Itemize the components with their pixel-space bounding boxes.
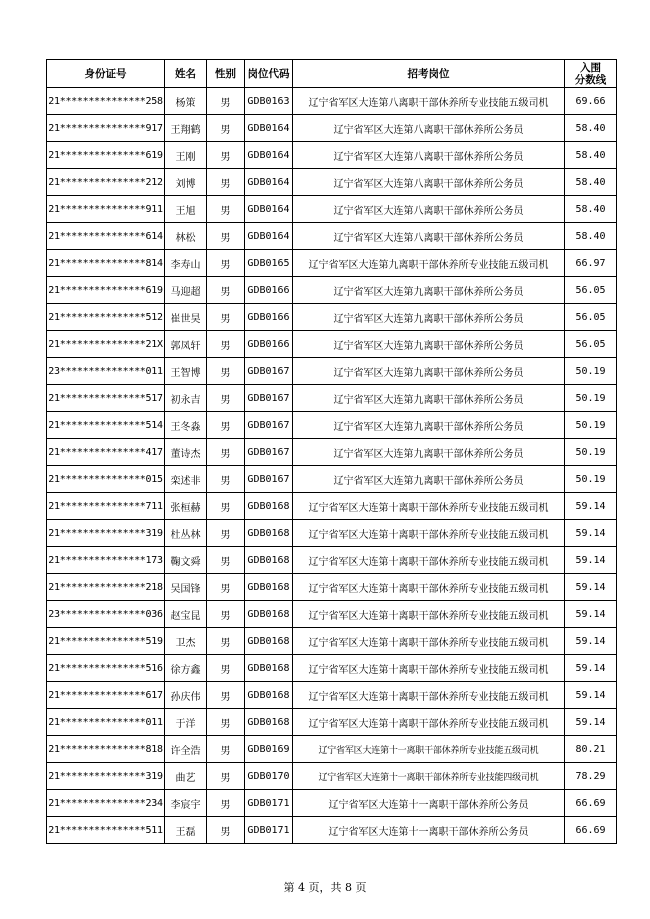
gender-cell: 男 <box>207 358 245 385</box>
gender-cell: 男 <box>207 709 245 736</box>
post-cell: 辽宁省军区大连第十离职干部休养所专业技能五级司机 <box>293 628 565 655</box>
score-cell: 59.14 <box>565 628 617 655</box>
code-cell: GDB0164 <box>245 196 293 223</box>
gender-cell: 男 <box>207 736 245 763</box>
header-post: 招考岗位 <box>293 60 565 88</box>
post-cell: 辽宁省军区大连第八离职干部休养所公务员 <box>293 142 565 169</box>
code-cell: GDB0170 <box>245 763 293 790</box>
code-cell: GDB0164 <box>245 169 293 196</box>
id-cell: 23***************011 <box>47 358 165 385</box>
post-cell: 辽宁省军区大连第十一离职干部休养所公务员 <box>293 817 565 844</box>
page-footer: 第 4 页，共 8 页 <box>283 881 367 894</box>
code-cell: GDB0169 <box>245 736 293 763</box>
post-cell: 辽宁省军区大连第九离职干部休养所公务员 <box>293 439 565 466</box>
id-cell: 21***************011 <box>47 709 165 736</box>
id-cell: 21***************519 <box>47 628 165 655</box>
header-score <box>565 60 617 88</box>
id-cell: 21***************619 <box>47 277 165 304</box>
header-score-line1: 入围 <box>580 61 601 74</box>
name-cell: 孙庆伟 <box>165 682 207 709</box>
name-cell: 刘博 <box>165 169 207 196</box>
name-cell: 杜丛林 <box>165 520 207 547</box>
header-code: 岗位代码 <box>245 60 293 88</box>
score-cell: 78.29 <box>565 763 617 790</box>
code-cell: GDB0168 <box>245 682 293 709</box>
score-cell: 59.14 <box>565 574 617 601</box>
gender-cell: 男 <box>207 142 245 169</box>
post-cell: 辽宁省军区大连第八离职干部休养所专业技能五级司机 <box>293 88 565 115</box>
gender-cell: 男 <box>207 655 245 682</box>
gender-cell: 男 <box>207 520 245 547</box>
name-cell: 李寿山 <box>165 250 207 277</box>
candidate-table <box>46 59 617 844</box>
table-row <box>47 493 617 520</box>
id-cell: 21***************319 <box>47 520 165 547</box>
table-row <box>47 817 617 844</box>
name-cell: 杨策 <box>165 88 207 115</box>
gender-cell: 男 <box>207 412 245 439</box>
score-cell: 56.05 <box>565 304 617 331</box>
gender-cell: 男 <box>207 385 245 412</box>
score-cell: 58.40 <box>565 142 617 169</box>
gender-cell: 男 <box>207 682 245 709</box>
gender-cell: 男 <box>207 439 245 466</box>
name-cell: 郭凤轩 <box>165 331 207 358</box>
table-row <box>47 736 617 763</box>
id-cell: 21***************234 <box>47 790 165 817</box>
code-cell: GDB0166 <box>245 331 293 358</box>
name-cell: 王旭 <box>165 196 207 223</box>
id-cell: 21***************417 <box>47 439 165 466</box>
gender-cell: 男 <box>207 223 245 250</box>
table-row <box>47 520 617 547</box>
post-cell: 辽宁省军区大连第十离职干部休养所专业技能五级司机 <box>293 709 565 736</box>
score-cell: 80.21 <box>565 736 617 763</box>
name-cell: 李宸宇 <box>165 790 207 817</box>
id-cell: 21***************212 <box>47 169 165 196</box>
id-cell: 21***************173 <box>47 547 165 574</box>
score-cell: 66.69 <box>565 790 617 817</box>
name-cell: 王磊 <box>165 817 207 844</box>
id-cell: 21***************619 <box>47 142 165 169</box>
post-cell: 辽宁省军区大连第十离职干部休养所专业技能五级司机 <box>293 682 565 709</box>
score-cell: 59.14 <box>565 601 617 628</box>
gender-cell: 男 <box>207 466 245 493</box>
name-cell: 于洋 <box>165 709 207 736</box>
post-cell: 辽宁省军区大连第十离职干部休养所专业技能五级司机 <box>293 520 565 547</box>
code-cell: GDB0168 <box>245 628 293 655</box>
post-cell: 辽宁省军区大连第八离职干部休养所公务员 <box>293 223 565 250</box>
name-cell: 马迎超 <box>165 277 207 304</box>
code-cell: GDB0171 <box>245 790 293 817</box>
code-cell: GDB0167 <box>245 412 293 439</box>
table-row <box>47 250 617 277</box>
code-cell: GDB0167 <box>245 466 293 493</box>
score-cell: 50.19 <box>565 439 617 466</box>
post-cell: 辽宁省军区大连第十离职干部休养所专业技能五级司机 <box>293 493 565 520</box>
code-cell: GDB0171 <box>245 817 293 844</box>
code-cell: GDB0164 <box>245 223 293 250</box>
score-cell: 59.14 <box>565 655 617 682</box>
id-cell: 21***************517 <box>47 385 165 412</box>
gender-cell: 男 <box>207 250 245 277</box>
post-cell: 辽宁省军区大连第八离职干部休养所公务员 <box>293 169 565 196</box>
score-cell: 56.05 <box>565 277 617 304</box>
post-cell: 辽宁省军区大连第十离职干部休养所专业技能五级司机 <box>293 547 565 574</box>
name-cell: 卫杰 <box>165 628 207 655</box>
table-body <box>47 88 617 844</box>
table-row <box>47 466 617 493</box>
code-cell: GDB0166 <box>245 277 293 304</box>
post-cell: 辽宁省军区大连第九离职干部休养所专业技能五级司机 <box>293 250 565 277</box>
id-cell: 21***************015 <box>47 466 165 493</box>
table-row <box>47 547 617 574</box>
gender-cell: 男 <box>207 574 245 601</box>
code-cell: GDB0168 <box>245 574 293 601</box>
score-cell: 56.05 <box>565 331 617 358</box>
score-cell: 59.14 <box>565 547 617 574</box>
table-row <box>47 763 617 790</box>
post-cell: 辽宁省军区大连第九离职干部休养所公务员 <box>293 277 565 304</box>
post-cell: 辽宁省军区大连第十一离职干部休养所公务员 <box>293 790 565 817</box>
post-cell: 辽宁省军区大连第十一离职干部休养所专业技能四级司机 <box>293 763 565 790</box>
score-cell: 69.66 <box>565 88 617 115</box>
gender-cell: 男 <box>207 304 245 331</box>
table-row <box>47 709 617 736</box>
id-cell: 21***************818 <box>47 736 165 763</box>
table-row <box>47 682 617 709</box>
gender-cell: 男 <box>207 196 245 223</box>
gender-cell: 男 <box>207 88 245 115</box>
table-row <box>47 142 617 169</box>
name-cell: 赵宝昆 <box>165 601 207 628</box>
name-cell: 曲艺 <box>165 763 207 790</box>
name-cell: 董诗杰 <box>165 439 207 466</box>
id-cell: 21***************218 <box>47 574 165 601</box>
id-cell: 21***************511 <box>47 817 165 844</box>
table-row <box>47 655 617 682</box>
gender-cell: 男 <box>207 763 245 790</box>
name-cell: 栾述非 <box>165 466 207 493</box>
header-name: 姓名 <box>165 60 207 88</box>
post-cell: 辽宁省军区大连第十一离职干部休养所专业技能五级司机 <box>293 736 565 763</box>
header-id: 身份证号 <box>47 60 165 88</box>
code-cell: GDB0167 <box>245 358 293 385</box>
post-cell: 辽宁省军区大连第十离职干部休养所专业技能五级司机 <box>293 574 565 601</box>
id-cell: 23***************036 <box>47 601 165 628</box>
code-cell: GDB0167 <box>245 385 293 412</box>
score-cell: 58.40 <box>565 196 617 223</box>
post-cell: 辽宁省军区大连第十离职干部休养所专业技能五级司机 <box>293 655 565 682</box>
name-cell: 崔世昊 <box>165 304 207 331</box>
gender-cell: 男 <box>207 817 245 844</box>
name-cell: 王冬淼 <box>165 412 207 439</box>
name-cell: 林松 <box>165 223 207 250</box>
score-cell: 66.97 <box>565 250 617 277</box>
post-cell: 辽宁省军区大连第八离职干部休养所公务员 <box>293 196 565 223</box>
score-cell: 59.14 <box>565 520 617 547</box>
gender-cell: 男 <box>207 277 245 304</box>
gender-cell: 男 <box>207 169 245 196</box>
score-cell: 50.19 <box>565 466 617 493</box>
code-cell: GDB0168 <box>245 547 293 574</box>
id-cell: 21***************917 <box>47 115 165 142</box>
gender-cell: 男 <box>207 331 245 358</box>
code-cell: GDB0168 <box>245 493 293 520</box>
name-cell: 王智博 <box>165 358 207 385</box>
post-cell: 辽宁省军区大连第八离职干部休养所公务员 <box>293 115 565 142</box>
table-row <box>47 412 617 439</box>
code-cell: GDB0164 <box>245 142 293 169</box>
score-cell: 50.19 <box>565 385 617 412</box>
score-cell: 59.14 <box>565 709 617 736</box>
table-row <box>47 439 617 466</box>
code-cell: GDB0168 <box>245 709 293 736</box>
code-cell: GDB0168 <box>245 655 293 682</box>
id-cell: 21***************911 <box>47 196 165 223</box>
score-cell: 58.40 <box>565 223 617 250</box>
table-row <box>47 304 617 331</box>
name-cell: 初永吉 <box>165 385 207 412</box>
table-row <box>47 601 617 628</box>
score-cell: 50.19 <box>565 358 617 385</box>
gender-cell: 男 <box>207 601 245 628</box>
id-cell: 21***************512 <box>47 304 165 331</box>
code-cell: GDB0167 <box>245 439 293 466</box>
score-cell: 58.40 <box>565 169 617 196</box>
table-row <box>47 574 617 601</box>
code-cell: GDB0168 <box>245 601 293 628</box>
id-cell: 21***************814 <box>47 250 165 277</box>
score-cell: 66.69 <box>565 817 617 844</box>
table-row <box>47 628 617 655</box>
score-cell: 59.14 <box>565 682 617 709</box>
table-row <box>47 223 617 250</box>
score-cell: 58.40 <box>565 115 617 142</box>
table-row <box>47 169 617 196</box>
table-header-row <box>47 60 617 88</box>
name-cell: 鞠文舜 <box>165 547 207 574</box>
post-cell: 辽宁省军区大连第九离职干部休养所公务员 <box>293 304 565 331</box>
id-cell: 21***************319 <box>47 763 165 790</box>
id-cell: 21***************21X <box>47 331 165 358</box>
post-cell: 辽宁省军区大连第九离职干部休养所公务员 <box>293 412 565 439</box>
gender-cell: 男 <box>207 790 245 817</box>
post-cell: 辽宁省军区大连第九离职干部休养所公务员 <box>293 331 565 358</box>
code-cell: GDB0166 <box>245 304 293 331</box>
code-cell: GDB0168 <box>245 520 293 547</box>
score-cell: 59.14 <box>565 493 617 520</box>
code-cell: GDB0165 <box>245 250 293 277</box>
code-cell: GDB0164 <box>245 115 293 142</box>
table-row <box>47 277 617 304</box>
name-cell: 王刚 <box>165 142 207 169</box>
id-cell: 21***************516 <box>47 655 165 682</box>
table-row <box>47 88 617 115</box>
id-cell: 21***************614 <box>47 223 165 250</box>
gender-cell: 男 <box>207 493 245 520</box>
table-row <box>47 331 617 358</box>
table-row <box>47 115 617 142</box>
header-score-line2: 分数线 <box>574 73 607 86</box>
score-cell: 50.19 <box>565 412 617 439</box>
table-row <box>47 196 617 223</box>
post-cell: 辽宁省军区大连第九离职干部休养所公务员 <box>293 358 565 385</box>
id-cell: 21***************711 <box>47 493 165 520</box>
table-row <box>47 358 617 385</box>
gender-cell: 男 <box>207 547 245 574</box>
code-cell: GDB0163 <box>245 88 293 115</box>
gender-cell: 男 <box>207 628 245 655</box>
id-cell: 21***************617 <box>47 682 165 709</box>
table-row <box>47 790 617 817</box>
table-row <box>47 385 617 412</box>
name-cell: 吴国锋 <box>165 574 207 601</box>
name-cell: 徐方鑫 <box>165 655 207 682</box>
gender-cell: 男 <box>207 115 245 142</box>
name-cell: 王翔鹤 <box>165 115 207 142</box>
name-cell: 张桓赫 <box>165 493 207 520</box>
name-cell: 许全浩 <box>165 736 207 763</box>
header-gender: 性别 <box>207 60 245 88</box>
post-cell: 辽宁省军区大连第九离职干部休养所公务员 <box>293 385 565 412</box>
post-cell: 辽宁省军区大连第十离职干部休养所专业技能五级司机 <box>293 601 565 628</box>
id-cell: 21***************514 <box>47 412 165 439</box>
post-cell: 辽宁省军区大连第九离职干部休养所公务员 <box>293 466 565 493</box>
id-cell: 21***************258 <box>47 88 165 115</box>
